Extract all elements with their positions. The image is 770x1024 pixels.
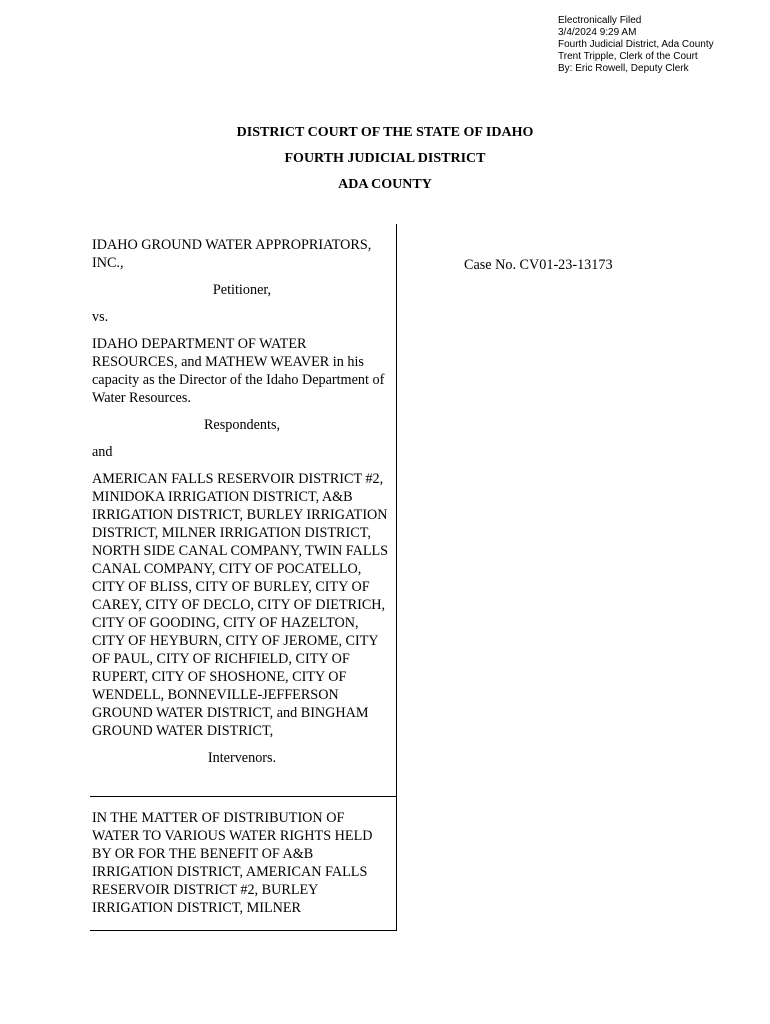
stamp-line: 3/4/2024 9:29 AM xyxy=(558,27,637,38)
caption-bottom-rule xyxy=(90,930,397,931)
intervenor-names: AMERICAN FALLS RESERVOIR DISTRICT #2, MINIDOKA IRRIGATION DISTRICT, A&B IRRIGATION DISTRICT, BURLEY IRRIGATION DISTRICT, MILNER IRRIGATION DISTRICT, NORTH SIDE CANAL COMPANY, TWIN FALLS CANAL COMPANY, CITY OF POCATELLO, CITY OF BLISS, CITY OF BURLEY, CITY OF CAREY, CITY OF DECLO, CITY OF DIETRICH, CITY OF GOODING, CITY OF HAZELTON, CITY OF HEYBURN, CITY OF JEROME, CITY OF PAUL, CITY OF RICHFIELD, CITY OF RUPERT, CITY OF SHOSHONE, CITY OF WENDELL, BONNEVILLE-JEFFERSON GROUND WATER DISTRICT, and BINGHAM GROUND WATER DISTRICT, xyxy=(92,471,389,739)
county: ADA COUNTY xyxy=(338,177,432,192)
case-number: Case No. CV01-23-13173 xyxy=(464,257,613,273)
petitioner-role: Petitioner, xyxy=(212,282,272,298)
stamp-line: Trent Tripple, Clerk of the Court xyxy=(558,51,698,62)
judicial-district: FOURTH JUDICIAL DISTRICT xyxy=(284,151,486,166)
court-name: DISTRICT COURT OF THE STATE OF IDAHO xyxy=(236,125,534,140)
caption-divider-rule xyxy=(90,796,397,797)
caption-vertical-rule xyxy=(396,224,397,930)
matter-description: IN THE MATTER OF DISTRIBUTION OF WATER TO VARIOUS WATER RIGHTS HELD BY OR FOR THE BENEFIT OF A&B IRRIGATION DISTRICT, AMERICAN FALLS RESERVOIR DISTRICT #2, BURLEY IRRIGATION DISTRICT, MILNER xyxy=(92,810,373,916)
versus: vs. xyxy=(92,309,109,325)
filing-stamp xyxy=(558,15,714,75)
court-heading xyxy=(0,124,770,202)
respondent-role: Respondents, xyxy=(203,417,281,433)
stamp-line: By: Eric Rowell, Deputy Clerk xyxy=(558,63,689,74)
stamp-line: Electronically Filed xyxy=(558,15,642,26)
and-conjunction: and xyxy=(92,444,113,460)
respondent-name: IDAHO DEPARTMENT OF WATER RESOURCES, and MATHEW WEAVER in his capacity as the Director of the Idaho Department of Water Resources. xyxy=(92,336,385,406)
stamp-line: Fourth Judicial District, Ada County xyxy=(558,39,714,50)
intervenor-role: Intervenors. xyxy=(207,750,277,766)
case-caption-parties xyxy=(92,236,392,767)
petitioner-name: IDAHO GROUND WATER APPROPRIATORS, INC., xyxy=(92,237,372,271)
